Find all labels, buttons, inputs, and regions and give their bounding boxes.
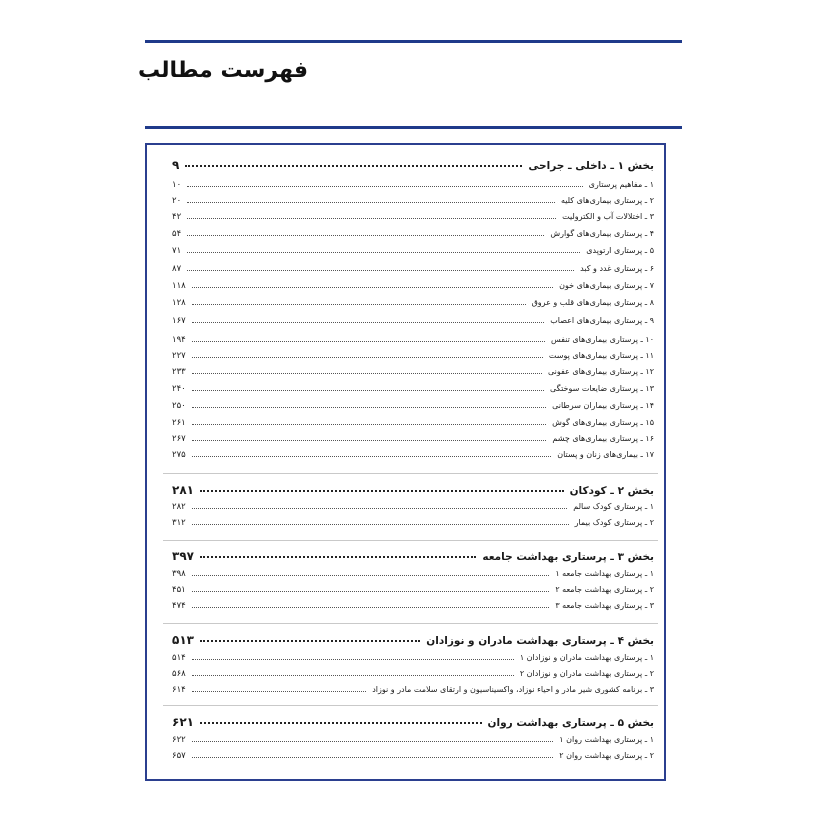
entry-title: ۱۴ ـ پرستاری بیماران سرطانی	[552, 401, 654, 410]
toc-entry	[172, 569, 654, 581]
dot-leader	[192, 440, 547, 441]
toc-entry	[172, 351, 654, 363]
entry-page-number: ۲۵۰	[172, 401, 186, 411]
entry-page-number: ۲۶۱	[172, 418, 186, 428]
dot-leader	[185, 165, 522, 167]
dot-leader	[192, 341, 545, 342]
entry-page-number: ۲۳۳	[172, 367, 186, 377]
entry-title: ۵ ـ پرستاری ارتوپدی	[586, 246, 654, 255]
entry-page-number: ۴۷۴	[172, 601, 186, 611]
section-separator	[163, 540, 658, 541]
toc-entry	[172, 298, 654, 310]
entry-title: ۲ ـ پرستاری بهداشت مادران و نوزادان ۲	[519, 669, 654, 678]
entry-title: ۶ ـ پرستاری غدد و کبد	[580, 264, 654, 273]
entry-title: ۲ ـ پرستاری بهداشت روان ۲	[559, 751, 654, 760]
dot-leader	[192, 757, 554, 758]
dot-leader	[200, 722, 482, 724]
section-title: بخش ۳ ـ پرستاری بهداشت جامعه	[482, 551, 654, 563]
entry-title: ۱ ـ پرستاری بهداشت روان ۱	[559, 735, 654, 744]
dot-leader	[192, 607, 550, 608]
toc-entry	[172, 281, 654, 293]
entry-page-number: ۵۱۴	[172, 653, 186, 663]
entry-title: ۹ ـ پرستاری بیماری‌های اعصاب	[550, 316, 654, 325]
dot-leader	[187, 186, 583, 187]
entry-page-number: ۲۴۰	[172, 384, 186, 394]
section-separator	[163, 623, 658, 624]
entry-title: ۱ ـ مفاهیم پرستاری	[588, 180, 654, 189]
entry-page-number: ۱۶۷	[172, 316, 186, 326]
toc-entry	[172, 401, 654, 413]
entry-page-number: ۲۲۷	[172, 351, 186, 361]
entry-title: ۸ ـ پرستاری بیماری‌های قلب و عروق	[531, 298, 654, 307]
entry-title: ۳ ـ اختلالات آب و الکترولیت	[562, 212, 654, 221]
toc-entry	[172, 751, 654, 763]
dot-leader	[192, 508, 568, 509]
entry-title: ۲ ـ پرستاری کودک بیمار	[574, 518, 654, 527]
toc-entry	[172, 229, 654, 241]
toc-entry	[172, 335, 654, 347]
toc-entry	[172, 502, 654, 514]
section-separator	[163, 473, 658, 474]
section-page-number: ۹	[172, 158, 180, 172]
entry-page-number: ۸۷	[172, 264, 182, 274]
dot-leader	[192, 304, 526, 305]
toc-entry	[172, 450, 654, 462]
dot-leader	[200, 490, 564, 492]
entry-page-number: ۲۰	[172, 196, 182, 206]
page-title: فهرست مطالب	[137, 58, 308, 83]
section-heading	[172, 715, 654, 731]
section-page-number: ۲۸۱	[172, 483, 194, 497]
toc-entry	[172, 601, 654, 613]
section-heading	[172, 483, 654, 499]
entry-title: ۱۳ ـ پرستاری ضایعات سوختگی	[550, 384, 654, 393]
dot-leader	[187, 202, 555, 203]
section-title: بخش ۵ ـ پرستاری بهداشت روان	[487, 717, 654, 729]
entry-title: ۱ ـ پرستاری کودک سالم	[573, 502, 654, 511]
toc-entry	[172, 196, 654, 208]
toc-entry	[172, 585, 654, 597]
dot-leader	[192, 407, 546, 408]
section-heading	[172, 158, 654, 174]
entry-page-number: ۳۹۸	[172, 569, 186, 579]
entry-title: ۲ ـ پرستاری بیماری‌های کلیه	[560, 196, 654, 205]
dot-leader	[192, 322, 545, 323]
entry-page-number: ۷۱	[172, 246, 182, 256]
dot-leader	[192, 524, 569, 525]
toc-entry	[172, 434, 654, 446]
dot-leader	[192, 424, 546, 425]
toc-entry	[172, 264, 654, 276]
section-page-number: ۵۱۳	[172, 633, 194, 647]
entry-title: ۱ ـ پرستاری بهداشت مادران و نوزادان ۱	[519, 653, 654, 662]
entry-title: ۳ ـ پرستاری بهداشت جامعه ۳	[555, 601, 654, 610]
entry-title: ۷ ـ پرستاری بیماری‌های خون	[559, 281, 654, 290]
dot-leader	[187, 235, 544, 236]
dot-leader	[192, 741, 554, 742]
toc-entry	[172, 669, 654, 681]
entry-page-number: ۲۷۵	[172, 450, 186, 460]
entry-page-number: ۱۹۴	[172, 335, 186, 345]
dot-leader	[192, 287, 553, 288]
dot-leader	[187, 218, 556, 219]
entry-page-number: ۶۲۲	[172, 735, 186, 745]
entry-title: ۱ ـ پرستاری بهداشت جامعه ۱	[555, 569, 654, 578]
header-rule-bottom	[145, 126, 682, 129]
section-title: بخش ۴ ـ پرستاری بهداشت مادران و نوزادان	[426, 635, 654, 647]
entry-title: ۱۱ ـ پرستاری بیماری‌های پوست	[548, 351, 654, 360]
entry-page-number: ۱۱۸	[172, 281, 186, 291]
entry-page-number: ۵۴	[172, 229, 182, 239]
section-page-number: ۶۲۱	[172, 715, 194, 729]
toc-entry	[172, 735, 654, 747]
entry-page-number: ۶۱۴	[172, 685, 186, 695]
entry-page-number: ۴۵۱	[172, 585, 186, 595]
dot-leader	[200, 640, 420, 642]
entry-page-number: ۴۲	[172, 212, 182, 222]
entry-title: ۴ ـ پرستاری بیماری‌های گوارش	[550, 229, 654, 238]
dot-leader	[192, 675, 514, 676]
toc-entry	[172, 685, 654, 697]
toc-entry	[172, 212, 654, 224]
entry-page-number: ۱۰	[172, 180, 182, 190]
dot-leader	[192, 691, 367, 692]
toc-entry	[172, 367, 654, 379]
entry-title: ۲ ـ پرستاری بهداشت جامعه ۲	[555, 585, 654, 594]
dot-leader	[187, 270, 574, 271]
dot-leader	[192, 456, 552, 457]
section-page-number: ۳۹۷	[172, 549, 194, 563]
toc-entry	[172, 384, 654, 396]
entry-title: ۱۲ ـ پرستاری بیماری‌های عفونی	[547, 367, 654, 376]
section-separator	[163, 705, 658, 706]
section-heading	[172, 549, 654, 565]
entry-page-number: ۶۵۷	[172, 751, 186, 761]
header-rule-top	[145, 40, 682, 43]
dot-leader	[192, 659, 514, 660]
entry-title: ۱۵ ـ پرستاری بیماری‌های گوش	[552, 418, 654, 427]
dot-leader	[200, 556, 476, 558]
dot-leader	[192, 390, 544, 391]
entry-page-number: ۲۸۲	[172, 502, 186, 512]
section-title: بخش ۱ ـ داخلی ـ جراحی	[528, 160, 654, 172]
entry-page-number: ۱۲۸	[172, 298, 186, 308]
toc-entry	[172, 316, 654, 328]
section-heading	[172, 633, 654, 649]
entry-page-number: ۲۶۷	[172, 434, 186, 444]
section-title: بخش ۲ ـ کودکان	[569, 485, 654, 497]
toc-entry	[172, 518, 654, 530]
dot-leader	[192, 373, 542, 374]
toc-entry	[172, 418, 654, 430]
entry-title: ۱۰ ـ پرستاری بیماری‌های تنفس	[550, 335, 654, 344]
dot-leader	[192, 575, 550, 576]
entry-title: ۱۷ ـ بیماری‌های زنان و پستان	[557, 450, 654, 459]
toc-entry	[172, 180, 654, 192]
entry-page-number: ۳۱۲	[172, 518, 186, 528]
entry-title: ۳ ـ برنامه کشوری شیر مادر و احیاء نوزاد، واکسیناسیون و ارتقای سلامت مادر و نوزاد	[372, 685, 654, 694]
entry-page-number: ۵۶۸	[172, 669, 186, 679]
dot-leader	[192, 591, 550, 592]
toc-entry	[172, 246, 654, 258]
entry-title: ۱۶ ـ پرستاری بیماری‌های چشم	[552, 434, 654, 443]
dot-leader	[187, 252, 580, 253]
toc-entry	[172, 653, 654, 665]
dot-leader	[192, 357, 543, 358]
